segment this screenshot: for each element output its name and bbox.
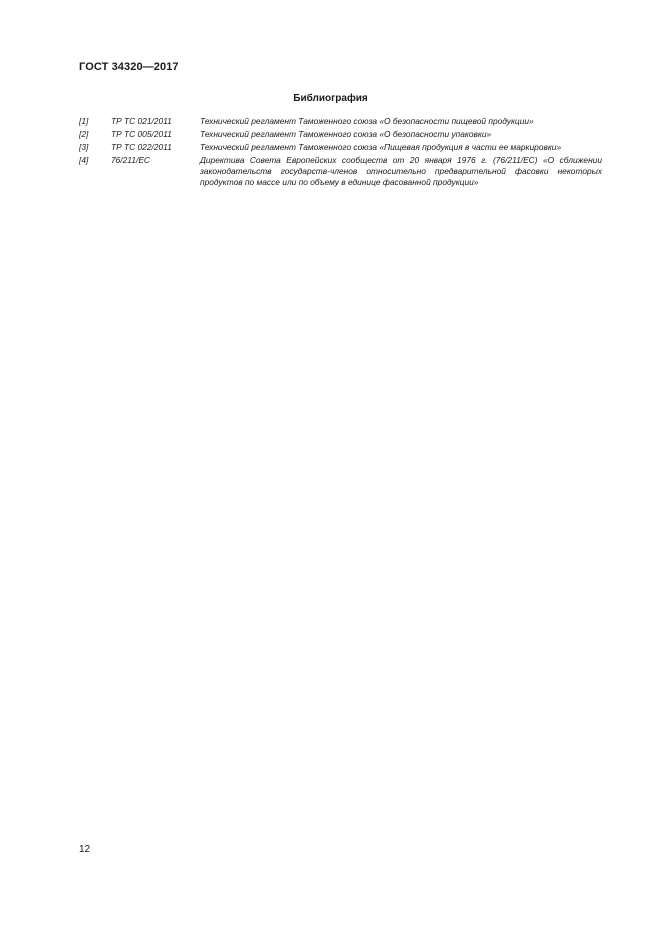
section-title: Библиография — [293, 93, 368, 104]
entry-code: ТР ТС 021/2011 — [111, 116, 172, 126]
entry-number: [1] — [79, 116, 89, 126]
document-header: ГОСТ 34320—2017 — [79, 61, 179, 73]
entry-text: Технический регламент Таможенного союза «О безопасности пищевой продукции» — [200, 116, 534, 126]
bibliography-list — [79, 116, 607, 190]
entry-code: ТР ТС 022/2011 — [111, 141, 172, 152]
entry-code: ТР ТС 005/2011 — [111, 128, 172, 139]
entry-number: [2] — [79, 128, 89, 139]
entry-text: Директива Совета Европейских сообществ от 20 января 1976 г. (76/211/ЕС) «О сближении законодательств государств-членов относительно предварительной фасовки некоторых продуктов по массе или по объему в единице фасованной продукции» — [200, 154, 602, 188]
bibliography-entry — [79, 142, 607, 153]
entry-number: [3] — [79, 141, 89, 152]
entry-code: 76/211/ЕС — [111, 154, 150, 165]
entry-number: [4] — [79, 154, 89, 165]
bibliography-entry — [79, 155, 607, 189]
bibliography-entry — [79, 129, 607, 140]
entry-text: Технический регламент Таможенного союза «О безопасности упаковки» — [200, 128, 492, 139]
bibliography-entry — [79, 116, 607, 127]
entry-text: Технический регламент Таможенного союза «Пищевая продукция в части ее маркировки» — [200, 141, 562, 152]
page-number: 12 — [79, 844, 91, 855]
